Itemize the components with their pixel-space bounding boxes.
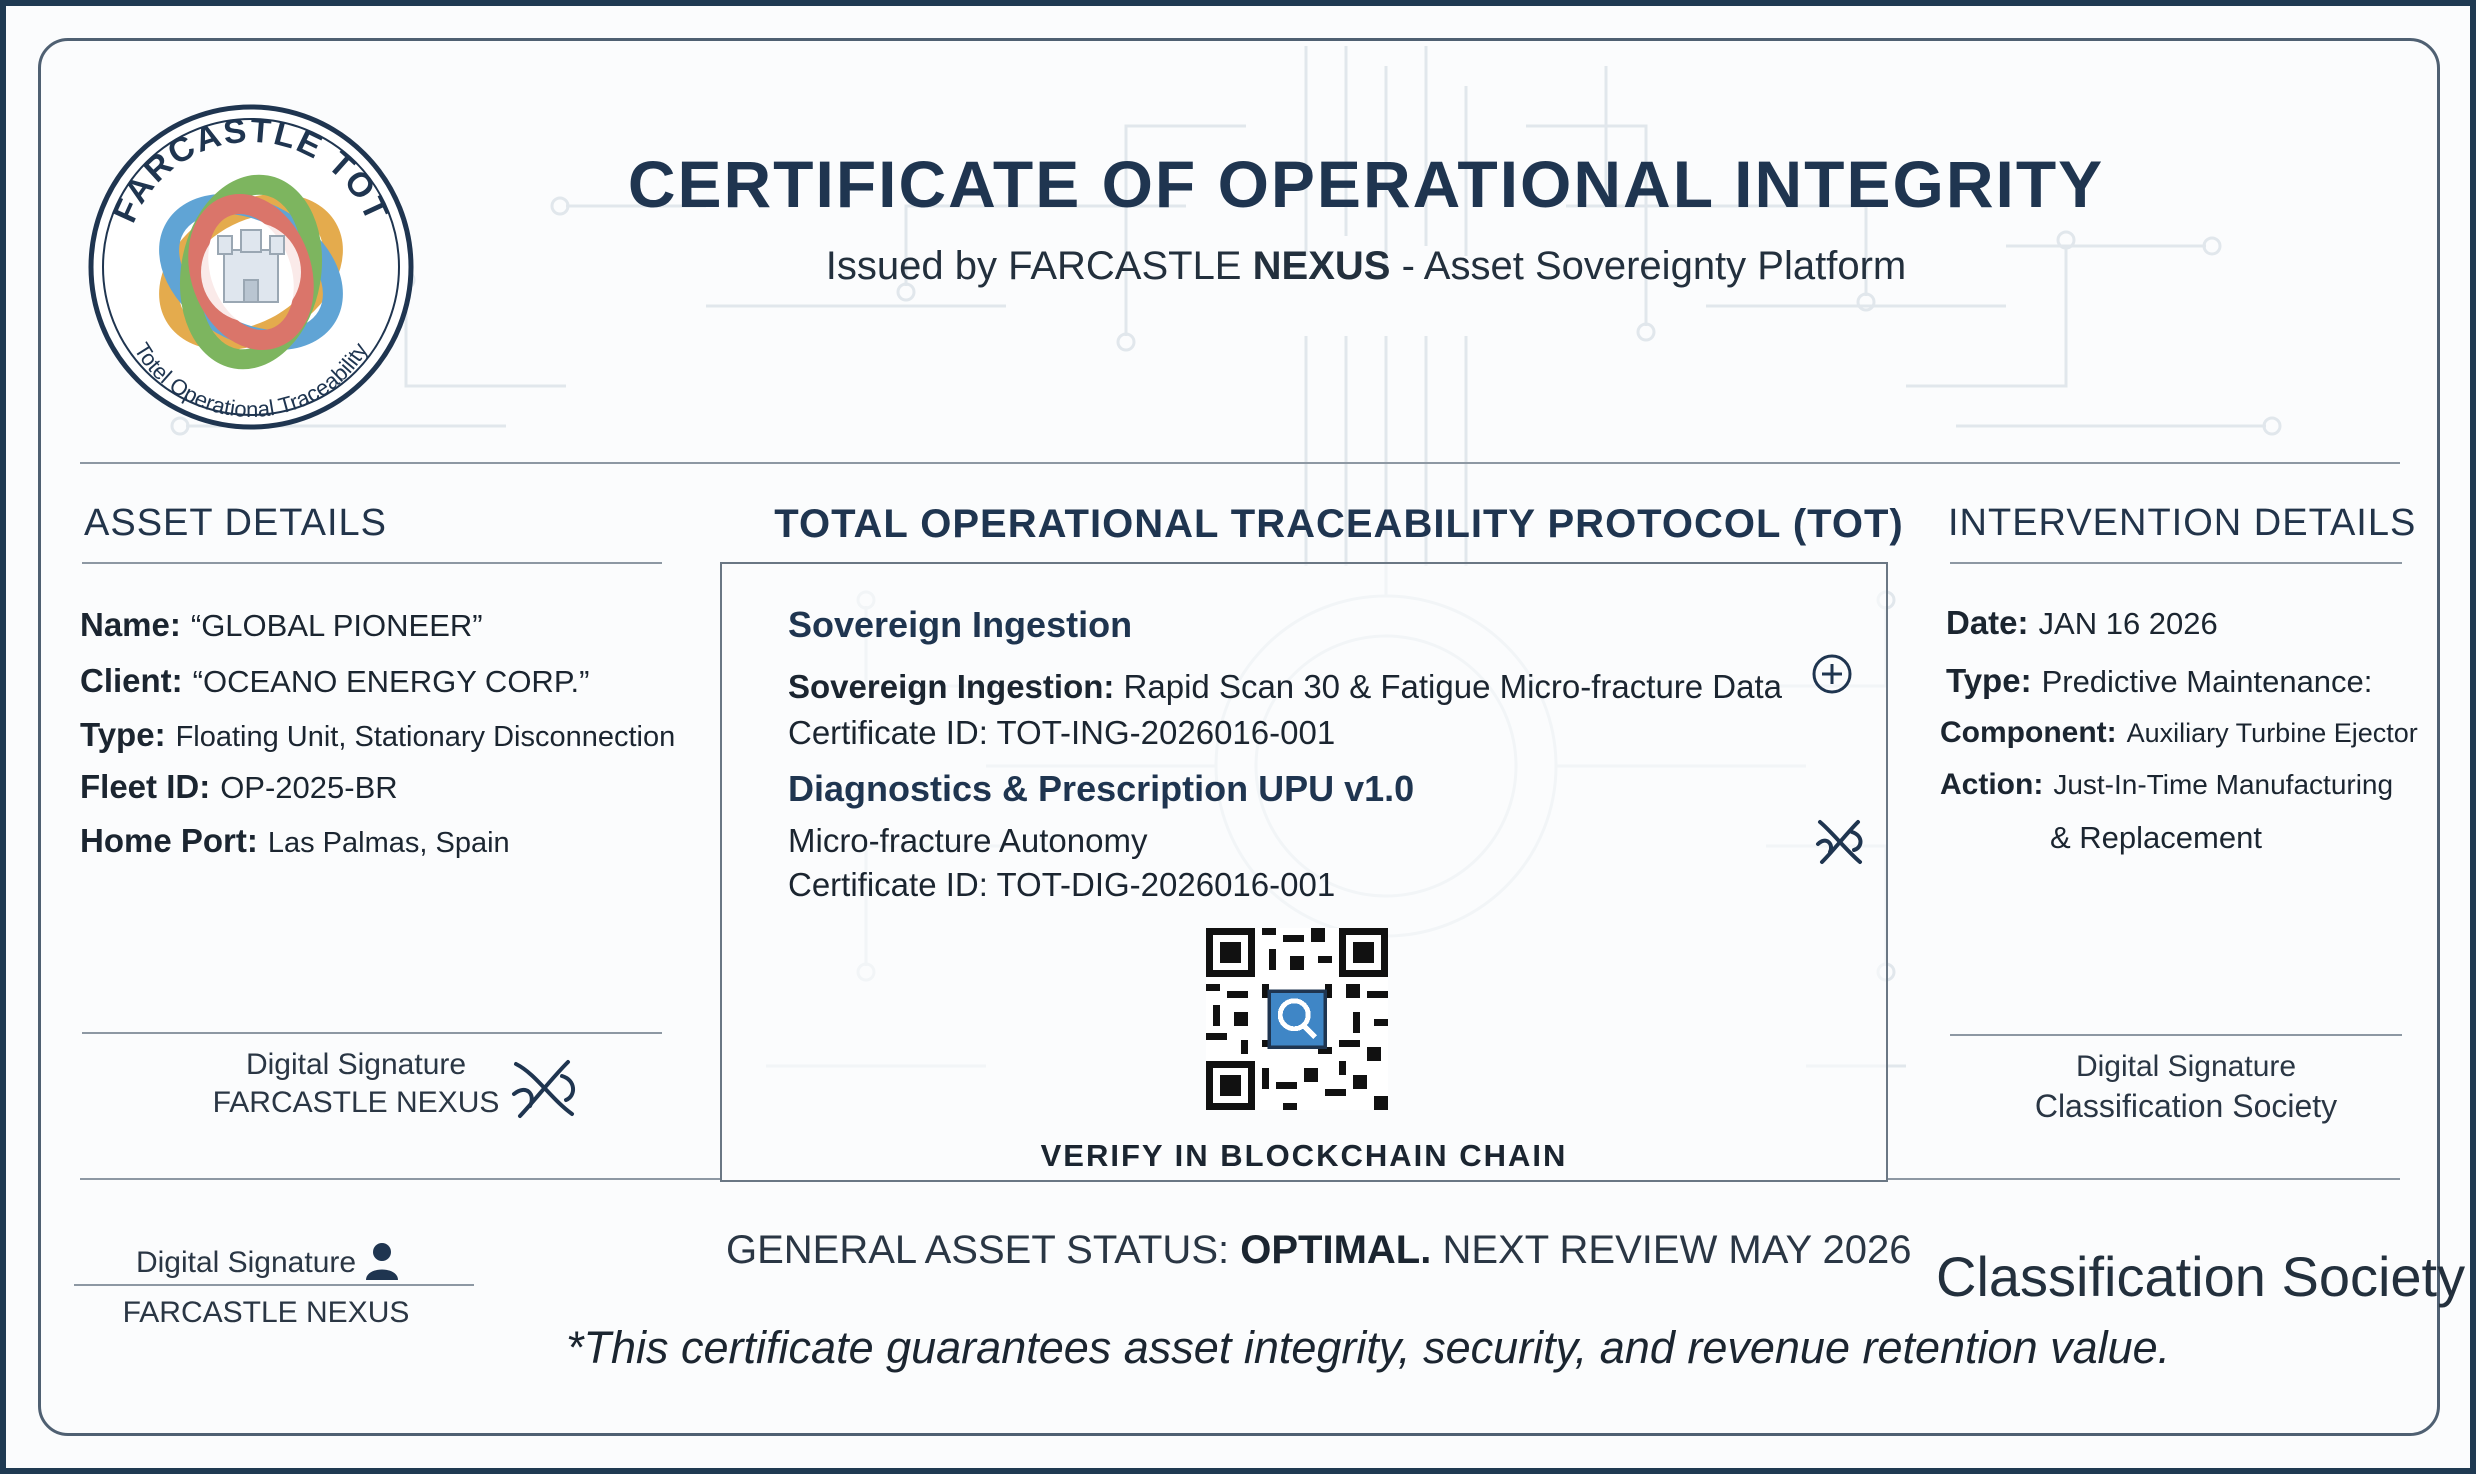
asset-type-value: Floating Unit, Stationary Disconnection [175,721,676,753]
classification-society-signature: Classification Society [1936,1245,2466,1308]
diagnostics-certificate-id: Certificate ID: TOT-DIG-2026016-001 [788,866,1336,903]
asset-client-key: Client: [80,662,183,699]
asset-homeport-value: Las Palmas, Spain [267,827,510,859]
signature-scribble-icon [506,1054,584,1124]
asset-type-key: Type: [80,716,166,753]
asset-signature-label: Digital Signature [245,1048,467,1081]
certificate-sheet [6,6,2470,1468]
footer-divider-left [80,1178,720,1180]
certificate-footnote: *This certificate guarantees asset integrity, security, and revenue retention value. [566,1322,2171,1373]
footer-divider-right [1888,1178,2400,1180]
intervention-signature-label: Digital Signature [2075,1050,2297,1083]
intervention-component-value: Auxiliary Turbine Ejector [2126,718,2418,748]
status-suffix: NEXT REVIEW MAY 2026 [1442,1228,1912,1272]
certificate-subtitle [566,244,2166,289]
footer-signature-name: FARCASTLE NEXUS [122,1296,410,1329]
intervention-date-field [1946,604,2218,642]
intervention-action-value: Just-In-Time Manufacturing [2053,769,2394,800]
intervention-type-field [1946,662,2372,700]
asset-client-field [80,662,589,700]
verify-blockchain-label[interactable]: VERIFY IN BLOCKCHAIN CHAIN [1040,1138,1568,1173]
asset-fleet-value: OP-2025-BR [220,770,398,805]
certificate-title: CERTIFICATE OF OPERATIONAL INTEGRITY [627,147,2105,221]
intervention-component-key: Component: [1940,716,2117,749]
subtitle-brand: NEXUS [1252,244,1391,288]
asset-name-value: “GLOBAL PIONEER” [190,608,483,643]
ingestion-key: Sovereign Ingestion: [788,668,1115,705]
asset-name-key: Name: [80,606,181,643]
ingestion-certificate-id: Certificate ID: TOT-ING-2026016-001 [788,714,1336,751]
intervention-action-field [1940,768,2393,802]
logo-ring-top: FARCASTLE TOT [105,111,397,229]
intervention-action-key: Action: [1940,768,2044,801]
asset-signature-name: FARCASTLE NEXUS [212,1086,500,1119]
ingestion-value: Rapid Scan 30 & Fatigue Micro-fracture Data [1123,668,1783,705]
asset-homeport-field [80,822,510,860]
asset-name-field [80,606,483,644]
asset-fleet-key: Fleet ID: [80,768,211,805]
diagnostics-title: Diagnostics & Prescription UPU v1.0 [788,768,1415,809]
logo-ring-bottom: Totel Operational Traceability [129,338,373,423]
asset-details-heading: ASSET DETAILS [84,502,388,544]
intervention-details-heading: INTERVENTION DETAILS [1948,502,2417,544]
intervention-signature-line [1950,1034,2402,1036]
diagnostics-subtitle: Micro-fracture Autonomy [788,822,1148,859]
header-divider [80,462,2400,464]
ingestion-line [788,668,1782,706]
intervention-component-field [1940,716,2418,750]
asset-homeport-key: Home Port: [80,822,258,859]
subtitle-prefix: Issued by FARCASTLE [825,244,1242,288]
intervention-heading-underline [1950,562,2402,564]
protocol-box [720,562,1888,1182]
intervention-signature-name: Classification Society [2034,1088,2338,1124]
intervention-action-continued [2050,818,2262,856]
status-value: OPTIMAL. [1240,1228,1432,1272]
asset-status-line [726,1228,1912,1273]
footer-signature-label: Digital Signature [135,1246,357,1279]
status-prefix: GENERAL ASSET STATUS: [726,1228,1230,1272]
farcastle-tot-logo [86,102,416,432]
asset-fleet-field [80,768,398,806]
ingestion-title: Sovereign Ingestion [788,604,1133,645]
protocol-heading: TOTAL OPERATIONAL TRACEABILITY PROTOCOL (TOT) [774,502,1904,546]
asset-signature-line [82,1032,662,1034]
signature-scribble-icon [1812,814,1868,870]
intervention-date-value: JAN 16 2026 [2038,606,2218,641]
footer-signature-line [74,1284,474,1286]
asset-heading-underline [82,562,662,564]
intervention-type-key: Type: [1946,662,2032,699]
intervention-action-value-2: & Replacement [2050,820,2262,855]
person-icon [362,1240,402,1282]
intervention-date-key: Date: [1946,604,2029,641]
intervention-type-value: Predictive Maintenance: [2041,664,2373,699]
asset-type-field [80,716,675,754]
asset-client-value: “OCEANO ENERGY CORP.” [192,664,590,699]
qr-code[interactable] [1206,928,1388,1110]
subtitle-suffix: - Asset Sovereignty Platform [1401,244,1907,288]
plus-circle-icon[interactable] [1810,652,1854,696]
